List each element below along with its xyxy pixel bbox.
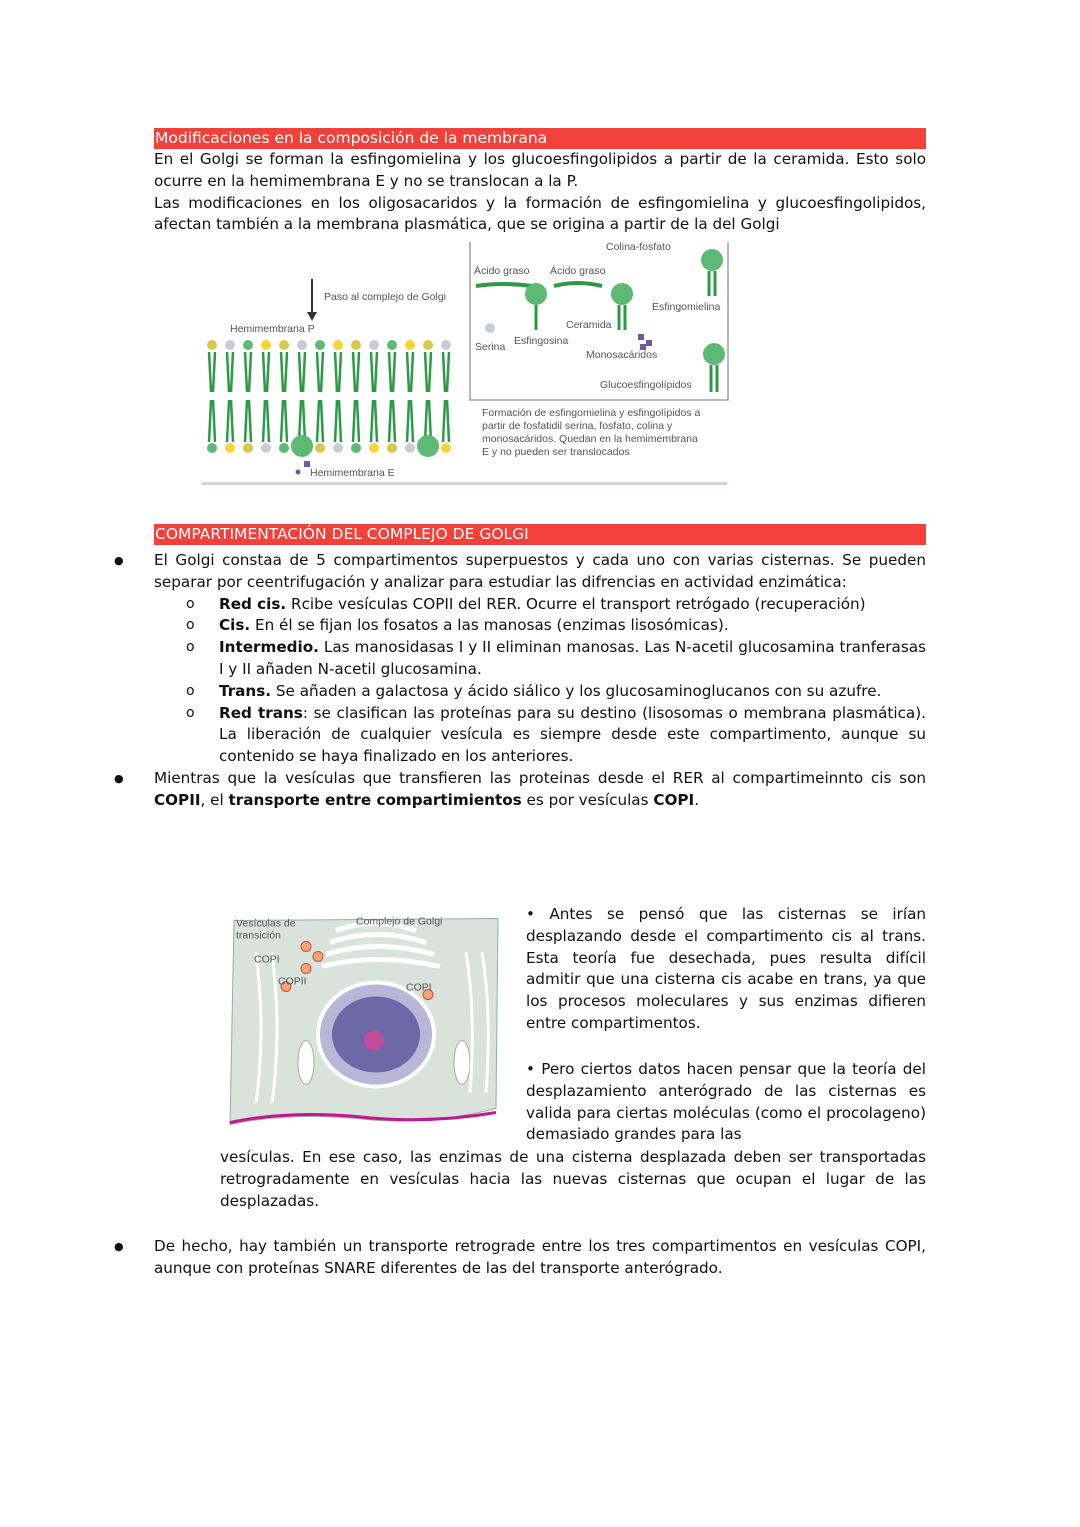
lipid-head	[369, 340, 379, 350]
hemi-p-label: Hemimembrana P	[230, 323, 315, 336]
lipid-head	[207, 443, 217, 453]
golgi-cell-figure	[226, 900, 502, 1145]
lipid-head	[405, 443, 415, 453]
lipid-tail	[317, 400, 323, 442]
serina-label: Serina	[475, 341, 506, 354]
lipid-head	[387, 443, 397, 453]
lipid-tail	[245, 400, 251, 442]
lipid-head	[333, 443, 343, 453]
lipid-tail	[443, 352, 449, 392]
lipid-head	[441, 340, 451, 350]
copi-label: COPI	[254, 953, 280, 966]
sub-item: o Cis. En él se fijan los fosatos a las manosas (enzimas lisosómicas).	[88, 615, 926, 637]
lipid-head	[333, 340, 343, 350]
bullet-item: ● De hecho, hay también un transporte retrograde entre los tres compartimentos en vesículas COPI, aunque con proteínas SNARE diferentes de las del transporte anterógrado.	[88, 1236, 926, 1280]
section-title-membrana: Modificaciones en la composición de la membrana	[154, 128, 926, 149]
caption-line: Formación de esfingomielina y esfingolípidos a	[482, 407, 701, 420]
lipid-tail	[443, 400, 449, 442]
lipid-tail	[263, 352, 269, 392]
lipid-head	[207, 340, 217, 350]
lipid-head	[441, 443, 451, 453]
ceramida-label: Ceramida	[566, 319, 612, 332]
lipid-head	[297, 340, 307, 350]
esfingomielina-label: Esfingomielina	[652, 301, 721, 314]
lipid-head	[225, 443, 235, 453]
lipid-tail	[317, 352, 323, 392]
lipid-head	[423, 340, 433, 350]
lipid-head	[243, 340, 253, 350]
lipid-head	[315, 340, 325, 350]
paragraph: Las modificaciones en los oligosacaridos y la formación de esfingomielina y glucoesfingolipidos, afectan también a la membrana plasmática, que se origina a partir de la del Golgi	[154, 193, 926, 234]
lipid-tail	[227, 352, 233, 392]
membrane-figure	[202, 242, 762, 500]
transicion-label: transición	[236, 929, 281, 942]
lipid-tail	[425, 352, 431, 392]
lipid-tail	[389, 352, 395, 392]
lipid-tail	[227, 400, 233, 442]
monosacaridos-label: Monosacáridos	[586, 349, 658, 362]
continuation: vesículas. En ese caso, las enzimas de una cisterna desplazada deben ser transportadas retrogradamente en vesículas hacia las nuevas cisternas que ocupan el lugar de las desplazadas.	[220, 1148, 926, 1210]
lipid-tail	[263, 400, 269, 442]
sphingomyelin-head	[417, 435, 439, 457]
section-title-golgi: COMPARTIMENTACIÓN DEL COMPLEJO DE GOLGI	[154, 524, 926, 545]
vesiculas-label: Vesículas de	[236, 917, 296, 930]
sub-list	[154, 594, 926, 768]
lipid-tail	[407, 352, 413, 392]
copii-label: COPII	[278, 975, 307, 988]
paragraph: En el Golgi se forman la esfingomielina y los glucoesfingolipidos a partir de la ceramida. Esto solo ocurre en la hemimembrana E y no se translocan a la P.	[154, 150, 926, 190]
colina-label: Colina-fosfato	[606, 242, 671, 254]
sub-item: o Red cis. Rcibe vesículas COPII del RER. Ocurre el transport retrógado (recuperación)	[88, 594, 926, 616]
arrow-label: Paso al complejo de Golgi	[324, 291, 446, 304]
esfingosina-label: Esfingosina	[514, 335, 569, 348]
lipid-tail	[353, 400, 359, 442]
lipid-tail	[389, 400, 395, 442]
lipid-head	[369, 443, 379, 453]
side-text-2: • Pero ciertos datos hacen pensar que la teoría del desplazamiento anterógrado de las cisternas es valida para ciertas moléculas (como el procolageno) demasiado grandes para las	[526, 1060, 926, 1144]
lipid-head	[261, 340, 271, 350]
lipid-tail	[335, 352, 341, 392]
lipid-tail	[209, 400, 215, 442]
bullet-item: ● Mientras que la vesículas que transfieren las proteinas desde el RER al compartimeinnto cis son COPII, el transporte entre compartimientos es por vesículas COPI.	[88, 768, 926, 812]
section2-body	[154, 550, 926, 812]
lipid-head	[243, 443, 253, 453]
lipid-tail	[407, 400, 413, 442]
document-page	[154, 128, 926, 504]
bullet-3-block	[154, 1236, 926, 1280]
acido-label: Ácido graso	[550, 265, 606, 278]
sub-item: o Trans. Se añaden a galactosa y ácido siálico y los glucosaminoglucanos con su azufre.	[88, 681, 926, 703]
lipid-tail	[281, 352, 287, 392]
caption-line: partir de fosfatidil serina, fosfato, colina y	[482, 420, 673, 433]
lipid-tail	[281, 400, 287, 442]
lipid-tail	[371, 400, 377, 442]
lipid-tail	[335, 400, 341, 442]
bullet-item: ● El Golgi constaa de 5 compartimentos superpuestos y cada uno con varias cisternas. Se pueden separar por ceentrifugación y analizar para estudiar las difrencias en actividad enzimática: o Red cis. Rcibe vesículas COPII del RER. Ocurre el transport retrógado (recuperación) o Cis. En él se fijan los fosatos a las manosas (enzimas lisosómicas). o Intermedio. Las manosidasas I y II eliminan manosas. Las N-acetil glucosamina tranferasas I y II añaden N-acetil glucosamina. o Trans. Se añaden a galactosa y ácido siálico y los glucosaminoglucanos con su azufre. o Red trans: se clasifican las proteínas para su destino (lisosomas o membrana plasmática). La liberación de cualquier vesícula es siempre desde este compartimento, aunque su contenido se haya finalizado en los anteriores.	[88, 550, 926, 768]
lipid-head	[279, 443, 289, 453]
sub-item: o Red trans: se clasifican las proteínas para su destino (lisosomas o membrana plasmática). La liberación de cualquier vesícula es siempre desde este compartimento, aunque su contenido se haya finalizado en los anteriores.	[88, 703, 926, 768]
lipid-head	[315, 443, 325, 453]
acido-label: Ácido graso	[474, 265, 530, 278]
bilayer	[207, 340, 451, 457]
lipid-head	[351, 340, 361, 350]
lipid-tail	[209, 352, 215, 392]
side-text-1: • Antes se pensó que las cisternas se irían desplazando desde el compartimento cis al trans. Esta teoría fue desechada, pues resulta difícil admitir que una cisterna cis acabe en trans, ya que los procesos moleculares y sus enzimas difieren entre compartimentos.	[526, 905, 926, 1032]
glucoesf-label: Glucoesfingolípidos	[600, 379, 692, 392]
lipid-head	[225, 340, 235, 350]
sub-item: o Intermedio. Las manosidasas I y II eliminan manosas. Las N-acetil glucosamina tranferasas I y II añaden N-acetil glucosamina.	[88, 637, 926, 681]
lipid-head	[351, 443, 361, 453]
complejo-label: Complejo de Golgi	[356, 915, 443, 928]
lipid-tail	[371, 352, 377, 392]
lipid-tail	[245, 352, 251, 392]
lipid-head	[279, 340, 289, 350]
lipid-head	[405, 340, 415, 350]
lipid-tail	[299, 352, 305, 392]
lipid-head	[387, 340, 397, 350]
caption-line: E y no pueden ser translocados	[482, 446, 630, 459]
hemi-e-label: Hemimembrana E	[310, 467, 395, 480]
copi-label: COPI	[406, 981, 432, 994]
glycolipid-head	[291, 435, 313, 457]
section-compartimentacion	[154, 524, 926, 545]
lipid-head	[261, 443, 271, 453]
caption-line: monosacáridos. Quedan en la hemimembrana	[482, 433, 698, 446]
lipid-tail	[353, 352, 359, 392]
